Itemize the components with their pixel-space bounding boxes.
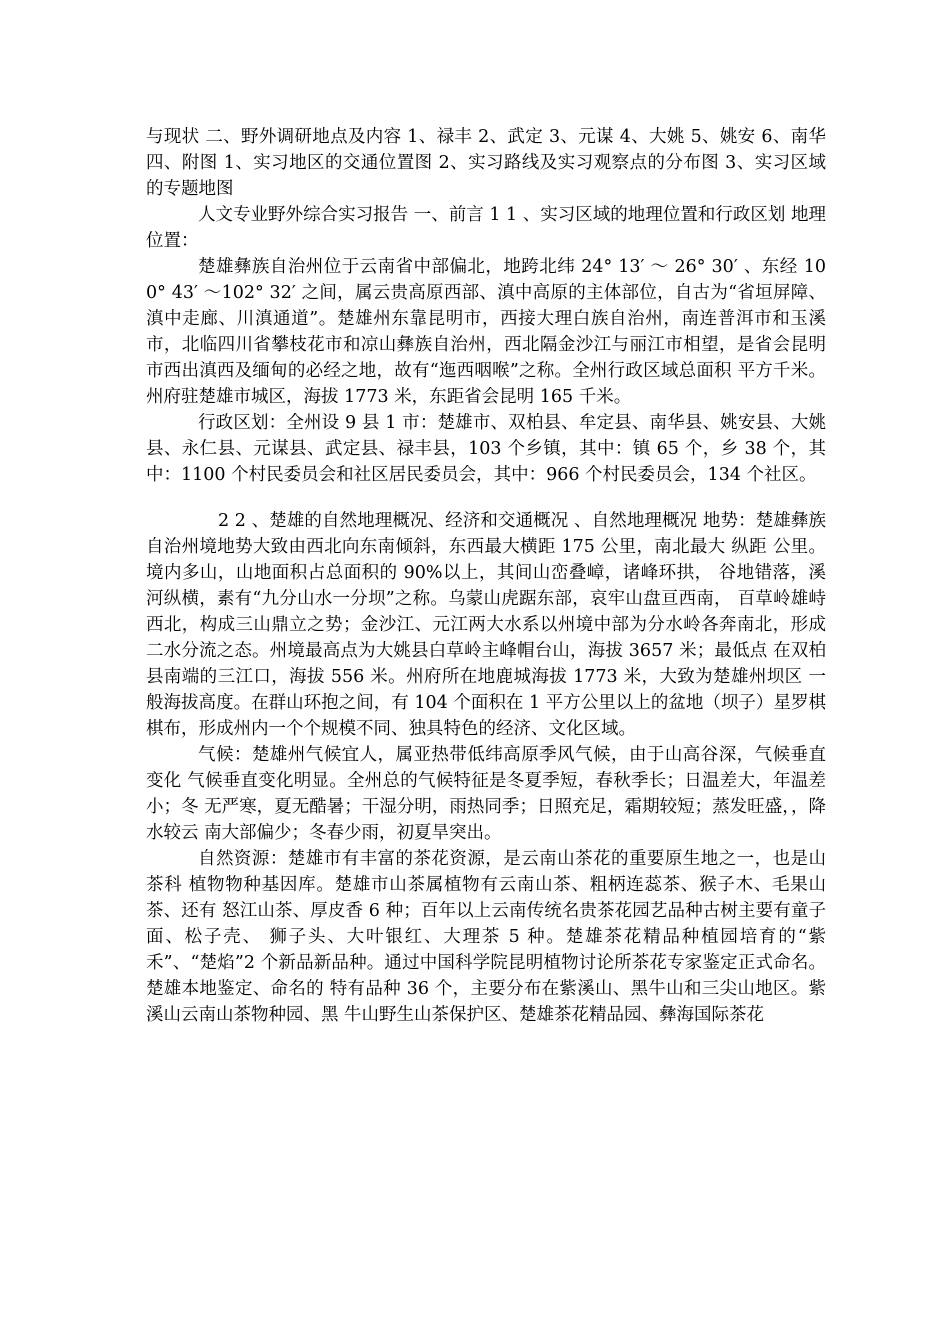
location-paragraph: 楚雄彝族自治州位于云南省中部偏北，地跨北纬 24° 13′ ～ 26° 30′ 、东经 100° 43′ ～102° 32′ 之间，属云贵高原西部、滇中高原的主体部位，自古为“省垣屏障、滇中走廊、川滇通道”。楚雄州东靠昆明市，西接大理白族自治州，南连普洱市和玉溪市，北临四川省攀枝花市和凉山彝族自治州，西北隔金沙江与丽江市相望，是省会昆明市西出滇西及缅甸的必经之地，故有“迤西咽喉”之称。全州行政区域总面积 平方千米。州府驻楚雄市城区，海拔 1773 米，东距省会昆明 165 千米。: [146, 257, 826, 407]
terrain-paragraph: 2 2 、楚雄的自然地理概况、经济和交通概况 、自然地理概况 地势：楚雄彝族自治州境地势大致由西北向东南倾斜，东西最大横距 175 公里，南北最大 纵距 公里。境内多山，山地面积占总面积的 90%以上，其间山峦叠嶂，诸峰环拱， 谷地错落，溪河纵横，素有“九分山水一分坝”之称。乌蒙山虎踞东部，哀牢山盘亘西南， 百草岭雄峙西北，构成三山鼎立之势；金沙江、元江两大水系以州境中部为分水岭各奔南北，形成二水分流之态。州境最高点为大姚县白草岭主峰帽台山，海拔 3657 米；最低点 在双柏县南端的三江口，海拔 556 米。州府所在地鹿城海拔 1773 米，大致为楚雄州坝区 一般海拔高度。在群山环抱之间，有 104 个面积在 1 平方公里以上的盆地（坝子）星罗棋 棋布，形成州内一个个规模不同、独具特色的经济、文化区域。: [146, 511, 826, 739]
paragraph-gap: [146, 488, 826, 508]
resources-paragraph: 自然资源：楚雄市有丰富的茶花资源，是云南山茶花的重要原生地之一，也是山茶科 植物物种基因库。楚雄市山茶属植物有云南山茶、粗柄连蕊茶、猴子木、毛果山茶、还有 怒江山茶、厚皮香 6 种；百年以上云南传统名贵茶花园艺品种古树主要有童子面、松子壳、 狮子头、大叶银红、大理茶 5 种。楚雄茶花精品种植园培育的“紫禾”、“楚焰”2 个新品新品种。通过中国科学院昆明植物讨论所茶花专家鉴定正式命名。楚雄本地鉴定、命名的 特有品种 36 个，主要分布在紫溪山、黑牛山和三尖山地区。紫溪山云南山茶物种园、黑 牛山野生山茶保护区、楚雄茶花精品园、彝海国际茶花: [146, 849, 826, 1025]
climate-paragraph: 气候：楚雄州气候宜人，属亚热带低纬高原季风气候，由于山高谷深，气候垂直变化 气候垂直变化明显。全州总的气候特征是冬夏季短，春秋季长；日温差大，年温差小；冬 无严寒，夏无酷暑；干湿分明，雨热同季；日照充足，霜期较短；蒸发旺盛，，降水较云 南大部偏少；冬春少雨，初夏旱突出。: [146, 745, 826, 843]
document-page: [146, 124, 826, 1028]
report-title-paragraph: 人文专业野外综合实习报告 一、前言 1 1 、实习区域的地理位置和行政区划 地理位置：: [146, 205, 826, 251]
administrative-paragraph: 行政区划：全州设 9 县 1 市：楚雄市、双柏县、牟定县、南华县、姚安县、大姚县、永仁县、元谋县、武定县、禄丰县，103 个乡镇，其中：镇 65 个，乡 38 个，其中：1100 个村民委员会和社区居民委员会，其中：966 个村民委员会，134 个社区。: [146, 413, 826, 485]
contents-paragraph: 与现状 二、野外调研地点及内容 1、禄丰 2、武定 3、元谋 4、大姚 5、姚安 6、南华 四、附图 1、实习地区的交通位置图 2、实习路线及实习观察点的分布图 3、实习区域的专题地图: [146, 127, 826, 199]
